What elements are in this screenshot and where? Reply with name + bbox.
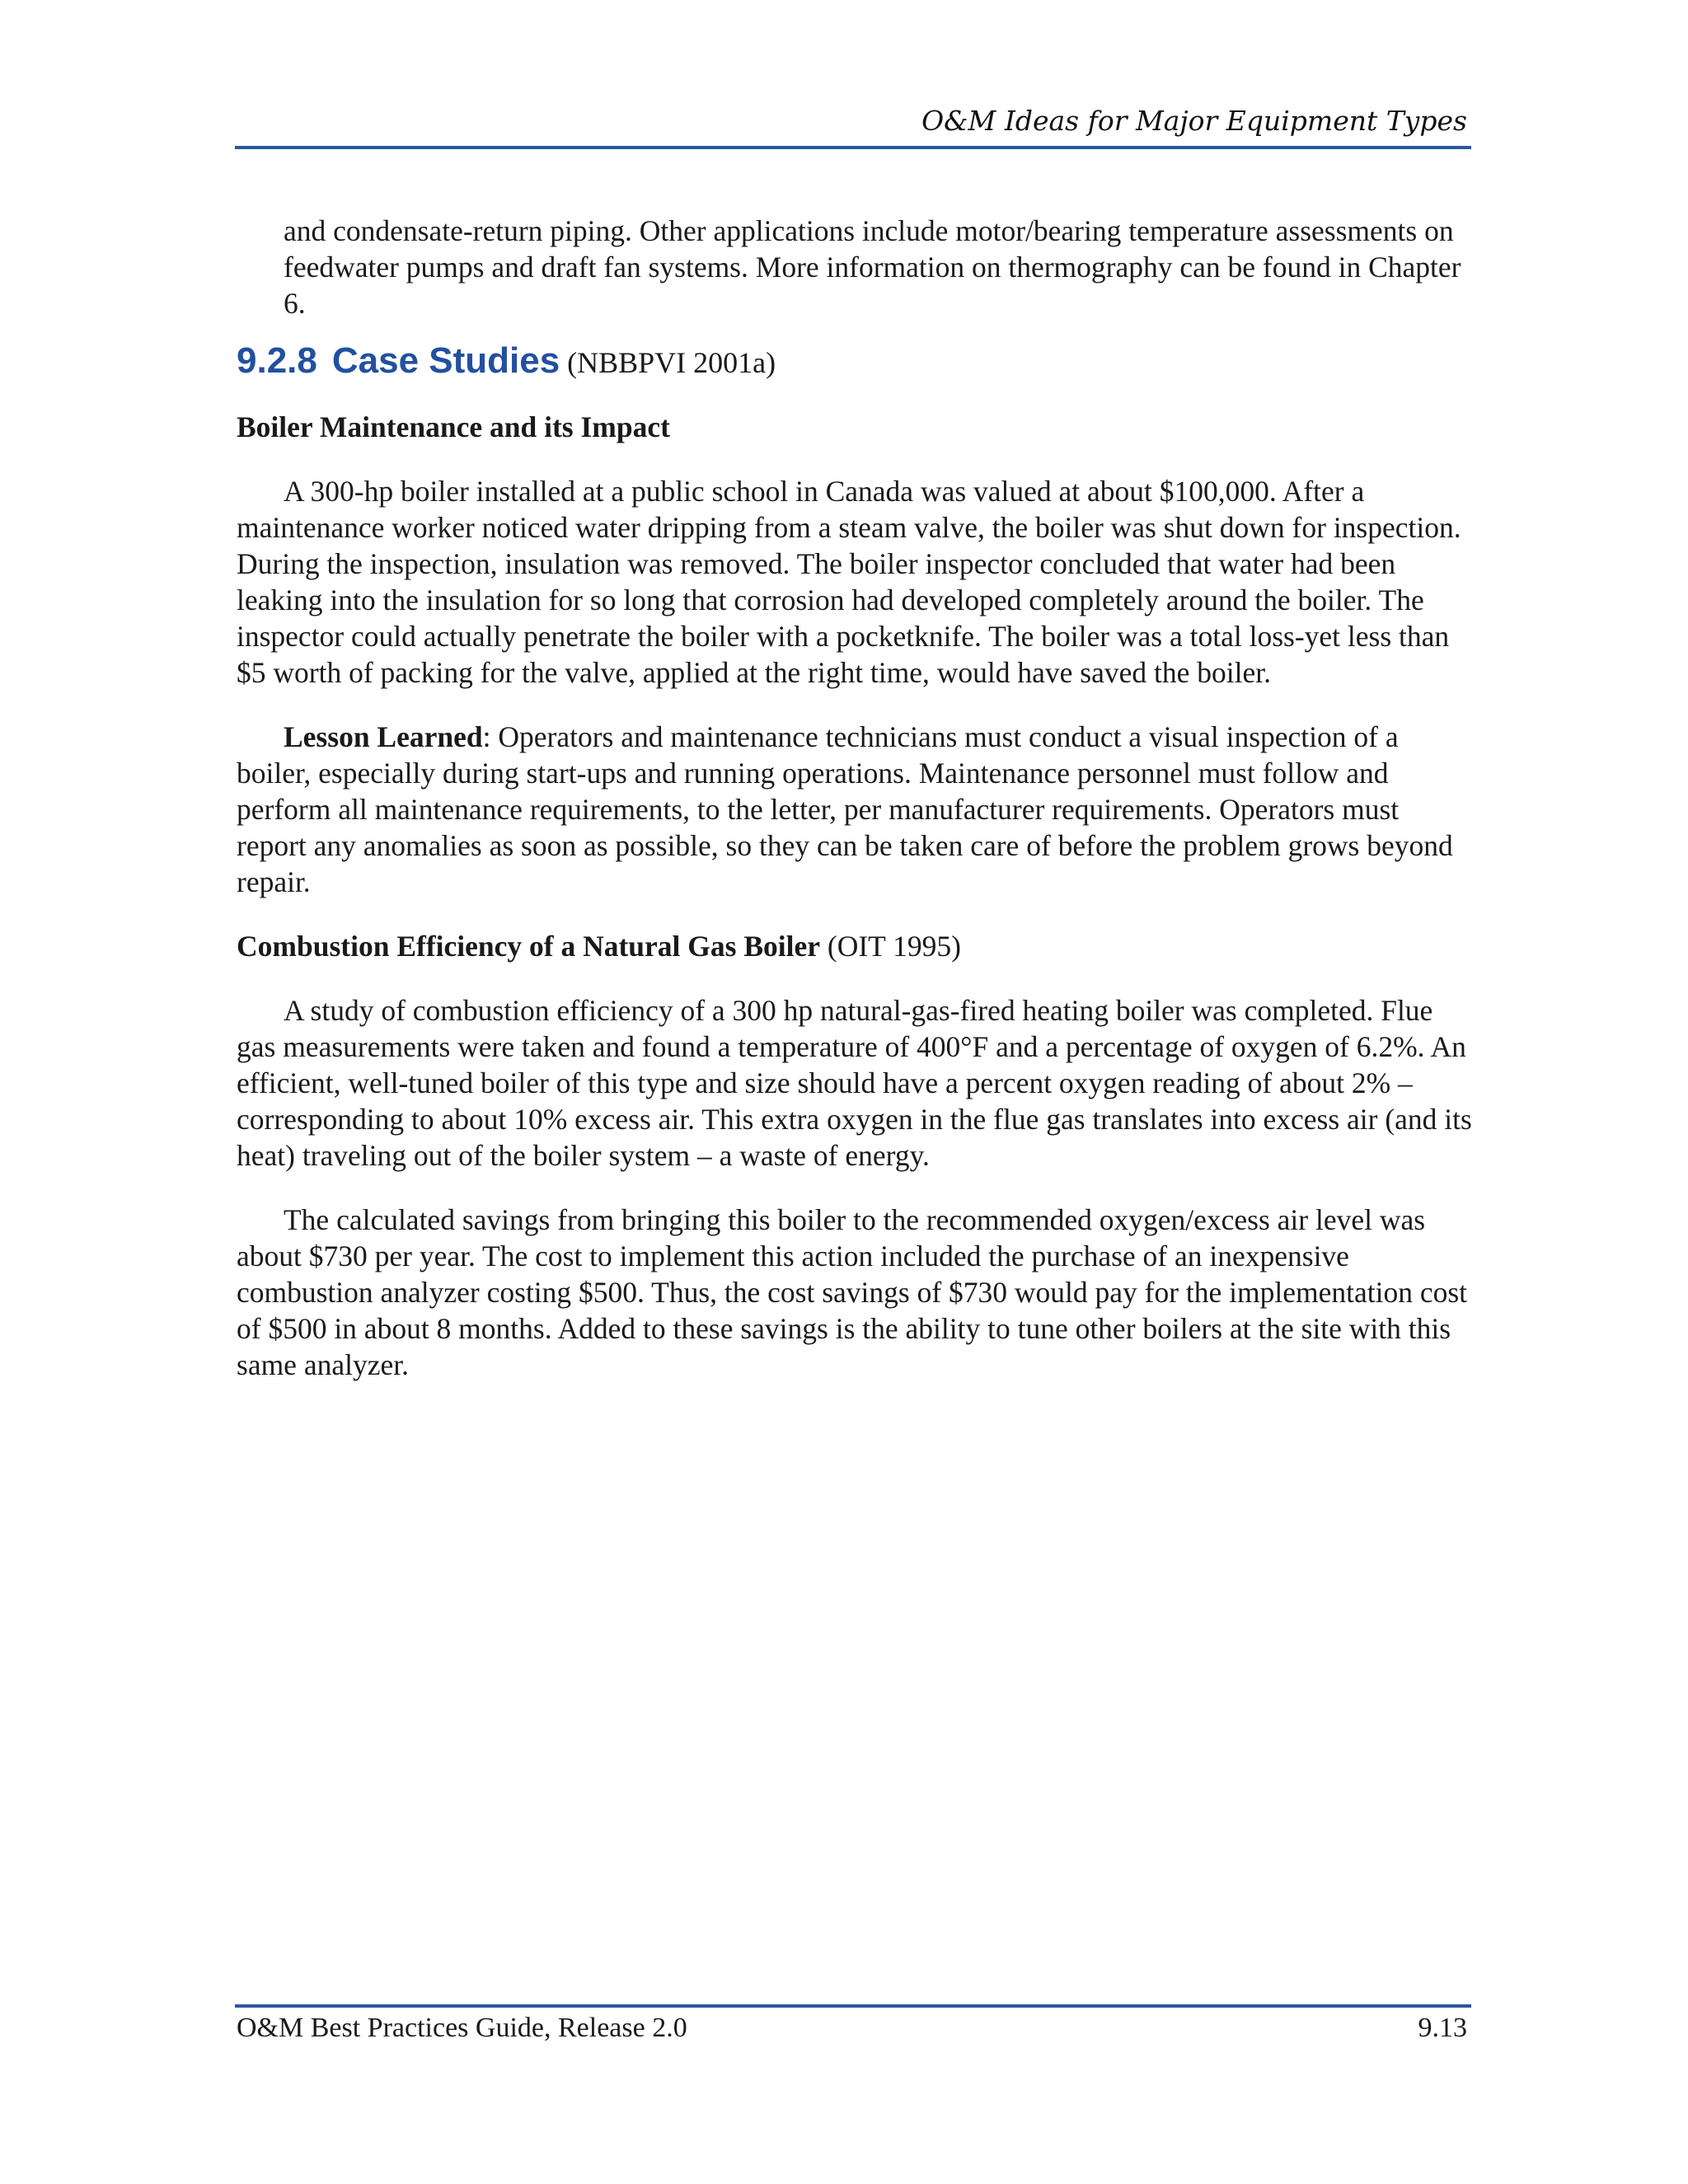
case1-paragraph: A 300-hp boiler installed at a public school in Canada was valued at about $100,000. After a maintenance worker noticed water dripping from a steam valve, the boiler was shut down for inspection. During the inspection, insulation was removed. The boiler inspector concluded that water had been leaking into the insulation for so long that corrosion had developed completely around the boiler. The inspector could actually penetrate the boiler with a pocketknife. The boiler was a total loss-yet less than $5 worth of packing for the valve, applied at the right time, would have saved the boiler. — [237, 475, 1461, 689]
footer-guide-title: O&M Best Practices Guide, Release 2.0 — [237, 2013, 687, 2043]
lesson-learned-label: Lesson Learned — [284, 720, 483, 753]
case2-paragraph-2: The calculated savings from bringing this boiler to the recommended oxygen/excess air level was about $730 per year. The cost to implement this action included the purchase of an inexpensive combustion analyzer costing $500. Thus, the cost savings of $730 would pay for the implementation cost of $500 in about 8 months. Added to these savings is the ability to tune other boilers at the site with this same analyzer. — [237, 1203, 1468, 1381]
intro-paragraph: and condensate-return piping. Other applications include motor/bearing temperature assessments on feedwater pumps and draft fan systems. More information on thermography can be found in Chapter 6. — [284, 214, 1461, 320]
case2-heading — [237, 928, 1473, 964]
section-title — [237, 340, 560, 381]
section-citation: (NBBPVI 2001a) — [567, 346, 776, 379]
section-title-text: Case Studies — [331, 340, 560, 381]
case2-heading-text: Combustion Efficiency of a Natural Gas Boiler — [237, 930, 820, 963]
footer-rule — [235, 2004, 1471, 2008]
case1-heading: Boiler Maintenance and its Impact — [237, 410, 670, 443]
lesson-learned-text: : Operators and maintenance technicians must conduct a visual inspection of a boiler, especially during start-ups and running operations. Maintenance personnel must follow and perform all maintenance requirements, to the letter, per manufacturer requirements. Operators must report any anomalies as soon as possible, so they can be taken care of before the problem grows beyond repair. — [237, 720, 1453, 898]
running-header: O&M Ideas for Major Equipment Types — [921, 105, 1467, 137]
case2-paragraph-1: A study of combustion efficiency of a 300 hp natural-gas-fired heating boiler was completed. Flue gas measurements were taken and found a temperature of 400°F and a percentage of oxygen of 6.2%. An efficient, well-tuned boiler of this type and size should have a percent oxygen reading of about 2% – corresponding to about 10% excess air. This extra oxygen in the flue gas translates into excess air (and its heat) traveling out of the boiler system – a waste of energy. — [237, 994, 1472, 1172]
section-number: 9.2.8 — [237, 340, 317, 381]
page-number: 9.13 — [1418, 2013, 1467, 2043]
header-rule — [235, 146, 1471, 149]
section-heading — [237, 338, 1473, 386]
page-content — [237, 213, 1473, 1411]
lesson-learned-paragraph — [237, 719, 1473, 900]
case2-citation: (OIT 1995) — [820, 930, 961, 963]
